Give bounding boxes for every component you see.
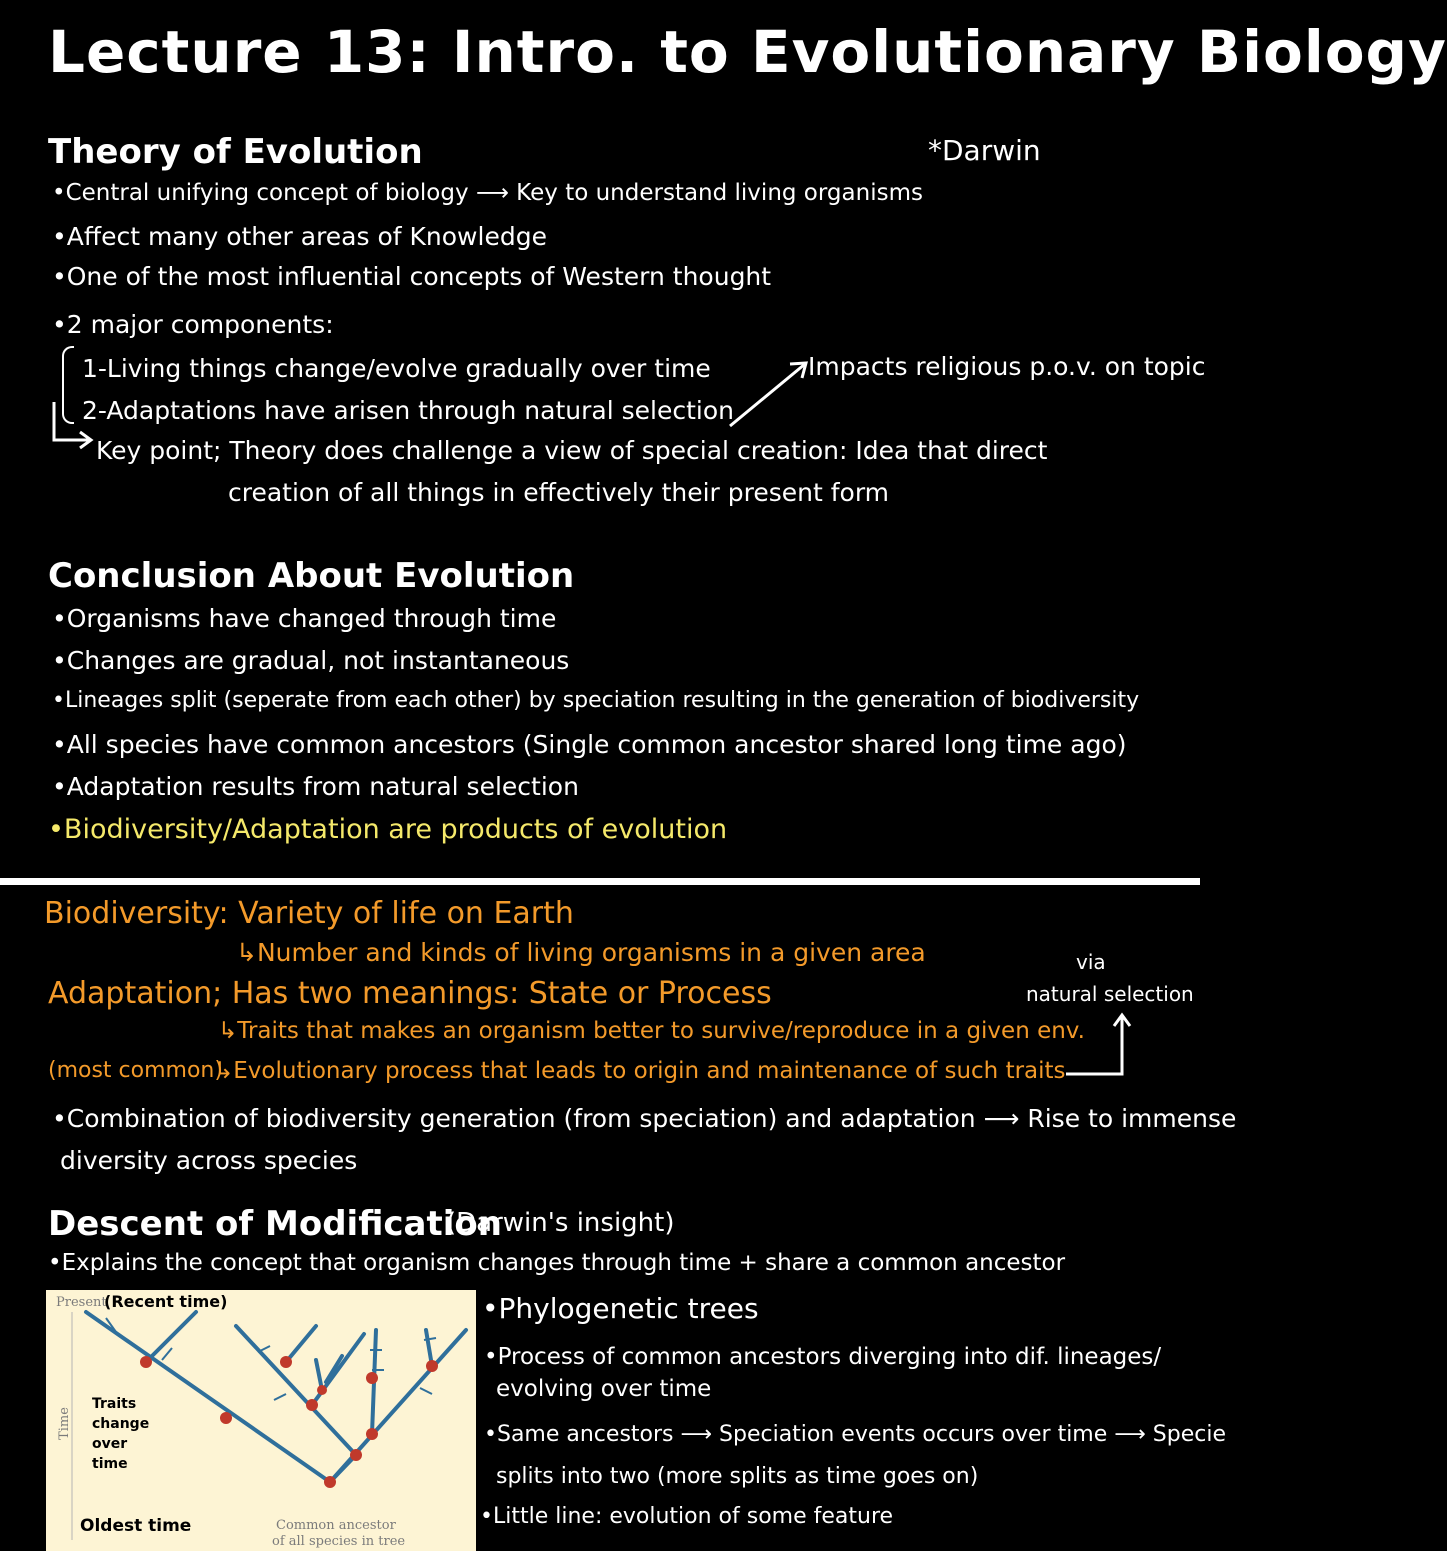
theory-bullet-1: •Central unifying concept of biology ⟶ Key to understand living organisms [52,180,923,206]
recent-time-note: (Recent time) [104,1292,228,1311]
tree-note-4: •Same ancestors ⟶ Speciation events occurs over time ⟶ Specie [484,1422,1227,1447]
key-point-arrow-icon [40,400,100,450]
conclusion-bullet-4: •All species have common ancestors (Single common ancestor shared long time ago) [52,730,1127,759]
adaptation-process: ↳Evolutionary process that leads to origin and maintenance of such traits [214,1058,1066,1084]
via-label: via [1076,950,1106,974]
theory-heading: Theory of Evolution [48,132,423,172]
adaptation-state: ↳Traits that makes an organism better to survive/reproduce in a given env. [218,1018,1085,1044]
ancestor-label-line-2: of all species in tree [272,1534,406,1549]
descent-heading-note: (Darwin's insight) [446,1208,675,1238]
darwin-note: *Darwin [928,134,1041,167]
component-2: 2-Adaptations have arisen through natural selection [82,396,734,425]
conclusion-heading: Conclusion About Evolution [48,556,575,596]
tree-note-3: evolving over time [496,1376,712,1402]
theory-bullet-3: •One of the most influential concepts of Western thought [52,262,772,291]
impact-arrow-icon [720,346,820,436]
key-point-line-1: Key point; Theory does challenge a view of special creation: Idea that direct [96,436,1048,465]
present-label: Present [56,1295,107,1310]
key-point-line-2: creation of all things in effectively their present form [228,478,890,507]
page-title: Lecture 13: Intro. to Evolutionary Biology [48,18,1447,86]
biodiversity-subpoint: ↳Number and kinds of living organisms in a given area [236,938,926,967]
descent-heading: Descent of Modification [48,1204,502,1244]
component-1: 1-Living things change/evolve gradually over time [82,354,711,383]
conclusion-bullet-2: •Changes are gradual, not instantaneous [52,646,570,675]
most-common-note: (most common) [48,1058,223,1083]
adaptation-definition: Adaptation; Has two meanings: State or Process [48,976,772,1011]
theory-bullet-2: •Affect many other areas of Knowledge [52,222,547,251]
combination-line-1: •Combination of biodiversity generation (from speciation) and adaptation ⟶ Rise to immense [52,1104,1237,1133]
combination-line-2: diversity across species [60,1146,358,1175]
via-arrow-icon [1064,1010,1134,1086]
tree-note-1: •Phylogenetic trees [482,1292,759,1325]
conclusion-bullet-5: •Adaptation results from natural selection [52,772,579,801]
traits-change-note: Traits change over time [92,1396,150,1472]
oldest-time-note: Oldest time [80,1516,192,1536]
time-axis-label: Time [56,1407,72,1440]
theory-bullet-4: •2 major components: [52,310,334,339]
tree-note-5: splits into two (more splits as time goes on) [496,1464,979,1489]
conclusion-bullet-3: •Lineages split (seperate from each other) by speciation resulting in the generation of biodiversity [52,688,1140,713]
tree-note-2: •Process of common ancestors diverging into dif. lineages/ [484,1344,1162,1370]
impact-note: Impacts religious p.o.v. on topic [808,352,1206,381]
biodiversity-definition: Biodiversity: Variety of life on Earth [44,896,574,931]
conclusion-highlight: •Biodiversity/Adaptation are products of evolution [48,814,728,845]
descent-bullet: •Explains the concept that organism changes through time + share a common ancestor [48,1250,1066,1276]
section-divider [0,878,1200,885]
natural-selection-label: natural selection [1026,982,1194,1006]
ancestor-label-line-1: Common ancestor [276,1518,396,1533]
tree-note-6: •Little line: evolution of some feature [480,1504,894,1529]
phylogenetic-tree-figure [46,1290,476,1551]
conclusion-bullet-1: •Organisms have changed through time [52,604,557,633]
